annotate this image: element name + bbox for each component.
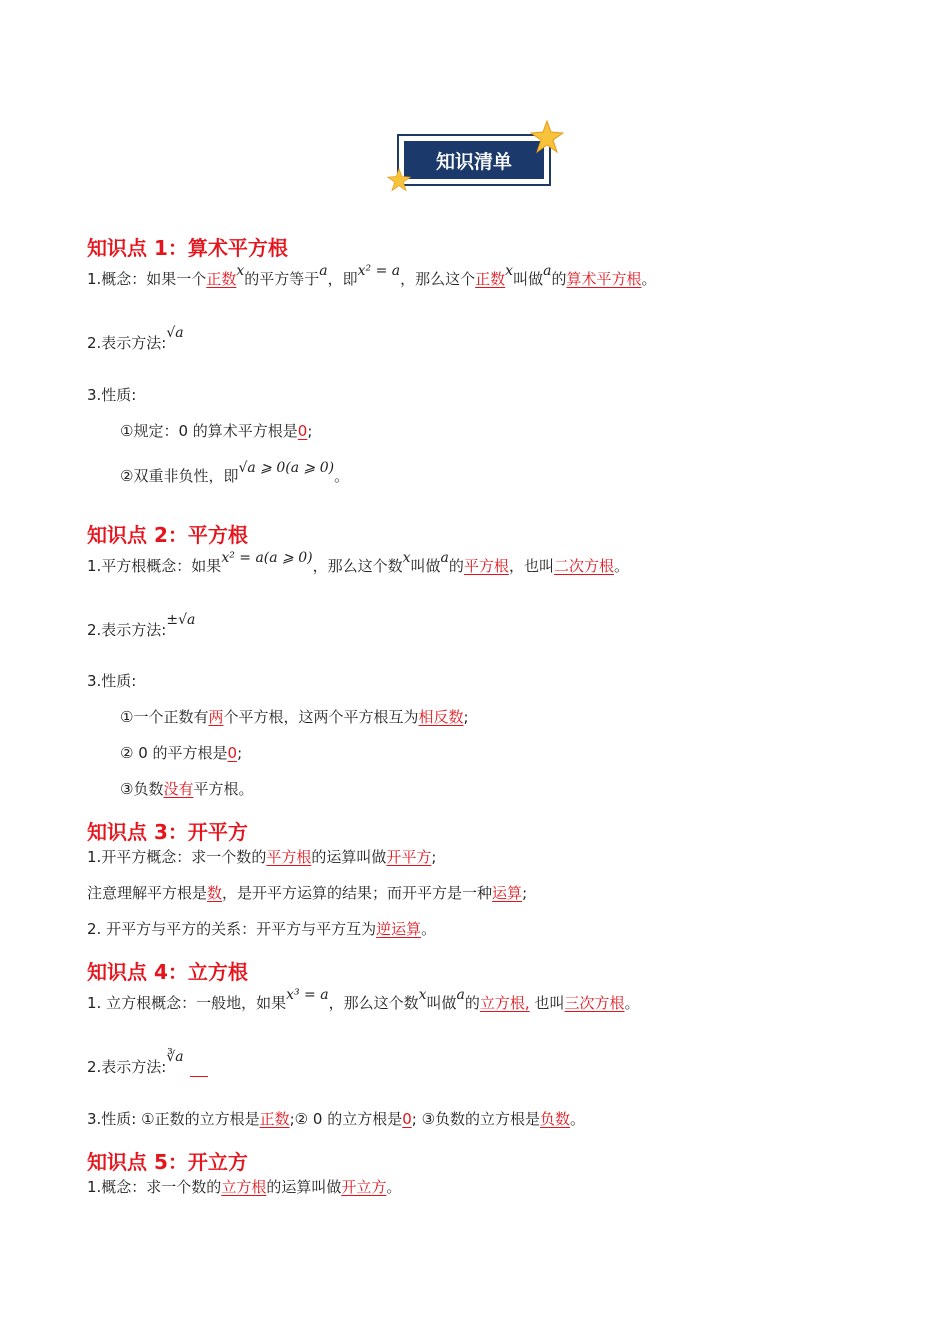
math-equation: x² = a xyxy=(357,263,401,279)
text: 的 xyxy=(551,270,567,288)
text: 2. 开平方与平方的关系：开平方与平方互为 xyxy=(87,920,377,938)
math-equation: x² = a(a ⩾ 0) xyxy=(221,550,313,566)
answer-text: 三次方根 xyxy=(564,994,625,1012)
answer-text: 开平方 xyxy=(386,848,432,866)
text: 的运算叫做 xyxy=(311,848,387,866)
banner-title: 知识清单 xyxy=(404,141,544,179)
text: ①一个正数有 xyxy=(120,708,209,726)
text: 2.表示方法: xyxy=(87,334,167,352)
s2-concept-line xyxy=(87,550,629,576)
text: 的平方等于 xyxy=(244,270,320,288)
answer-text: 两 xyxy=(208,708,224,726)
answer-text: 0 xyxy=(402,1110,412,1128)
text: 的 xyxy=(448,557,464,575)
s1-property-1 xyxy=(120,420,312,441)
answer-text: 算术平方根 xyxy=(566,270,642,288)
answer-text: 相反数 xyxy=(418,708,464,726)
s1-concept-line xyxy=(87,263,657,289)
banner-frame xyxy=(397,134,551,186)
text: 叫做 xyxy=(426,994,457,1012)
text: 。 xyxy=(624,994,640,1012)
math-var: a xyxy=(440,550,449,566)
text: ; ③负数的立方根是 xyxy=(411,1110,541,1128)
text: ，那么这个数 xyxy=(312,557,403,575)
text: ，那么这个数 xyxy=(328,994,419,1012)
s1-notation-line xyxy=(87,325,184,353)
math-var: x xyxy=(505,263,514,279)
text: 。 xyxy=(334,467,350,485)
text: 也叫 xyxy=(529,994,565,1012)
answer-text: 没有 xyxy=(163,780,194,798)
text: ; xyxy=(463,708,469,726)
answer-text: 运算 xyxy=(492,884,523,902)
s3-relation-line xyxy=(87,918,436,939)
s2-property-1 xyxy=(120,706,469,727)
answer-text: 立方根, xyxy=(479,994,530,1012)
math-var: x xyxy=(402,550,411,566)
section-heading-5: 知识点 5：开立方 xyxy=(87,1150,248,1174)
section-heading-3: 知识点 3：开平方 xyxy=(87,820,248,844)
s1-property-title: 3.性质: xyxy=(87,386,137,404)
math-expression: ∛a xyxy=(166,1049,184,1065)
text: 3.性质: ①正数的立方根是 xyxy=(87,1110,260,1128)
text: ，是开平方运算的结果；而开平方是一种 xyxy=(222,884,493,902)
math-var: a xyxy=(543,263,552,279)
text: 注意理解平方根是 xyxy=(87,884,208,902)
math-expression: √a xyxy=(166,325,184,341)
answer-text: 逆运算 xyxy=(376,920,422,938)
text: 。 xyxy=(421,920,437,938)
text: 1.概念：求一个数的 xyxy=(87,1178,222,1196)
s5-concept-line xyxy=(87,1176,401,1197)
text: ，即 xyxy=(327,270,358,288)
text: 2.表示方法: xyxy=(87,621,167,639)
section-heading-1: 知识点 1：算术平方根 xyxy=(87,236,288,260)
text: ②双重非负性，即 xyxy=(120,467,239,485)
answer-text: 平方根 xyxy=(266,848,312,866)
s4-concept-line xyxy=(87,987,640,1013)
s2-property-title: 3.性质: xyxy=(87,672,137,690)
text: ①规定：0 的算术平方根是 xyxy=(120,422,298,440)
s4-property-line xyxy=(87,1108,585,1129)
s1-property-2 xyxy=(120,460,350,486)
answer-text: 正数 xyxy=(259,1110,290,1128)
math-var: a xyxy=(456,987,465,1003)
answer-text: 负数 xyxy=(540,1110,571,1128)
text: ③负数 xyxy=(120,780,164,798)
text: ; xyxy=(431,848,437,866)
s2-property-2 xyxy=(120,742,242,763)
text: 2.表示方法: xyxy=(87,1058,167,1076)
answer-text: 0 xyxy=(227,744,238,762)
text: 叫做 xyxy=(410,557,441,575)
text: ; xyxy=(237,744,243,762)
math-expression: ±√a xyxy=(166,612,196,628)
text: 。 xyxy=(641,270,657,288)
answer-text: 正数 xyxy=(206,270,237,288)
answer-text: 数 xyxy=(207,884,223,902)
text: 叫做 xyxy=(513,270,544,288)
answer-text: 开立方 xyxy=(341,1178,387,1196)
s3-note-line xyxy=(87,882,527,903)
text: 个平方根，这两个平方根互为 xyxy=(223,708,419,726)
math-var: a xyxy=(319,263,328,279)
text: 平方根。 xyxy=(193,780,254,798)
math-equation: x³ = a xyxy=(286,987,329,1003)
math-var: x xyxy=(236,263,245,279)
text: 的运算叫做 xyxy=(266,1178,342,1196)
section-heading-4: 知识点 4：立方根 xyxy=(87,960,248,984)
text: 。 xyxy=(613,557,629,575)
answer-blank xyxy=(190,1066,208,1077)
text: ，也叫 xyxy=(508,557,554,575)
s2-notation-line xyxy=(87,612,196,640)
text: ② 0 的平方根是 xyxy=(120,744,228,762)
text: 1.概念：如果一个 xyxy=(87,270,207,288)
text: 1.开平方概念：求一个数的 xyxy=(87,848,267,866)
star-icon xyxy=(387,168,411,192)
section-heading-2: 知识点 2：平方根 xyxy=(87,523,248,547)
answer-text: 平方根 xyxy=(463,557,509,575)
math-expression: √a ⩾ 0(a ⩾ 0) xyxy=(238,460,335,476)
text: 的 xyxy=(464,994,480,1012)
text: ; xyxy=(307,422,313,440)
text: 。 xyxy=(570,1110,586,1128)
s3-concept-line xyxy=(87,846,436,867)
answer-text: 立方根 xyxy=(221,1178,267,1196)
text: 1.平方根概念：如果 xyxy=(87,557,222,575)
answer-text: 正数 xyxy=(475,270,506,288)
answer-text: 0 xyxy=(297,422,308,440)
s4-notation-line xyxy=(87,1049,208,1077)
text: ;② 0 的立方根是 xyxy=(289,1110,403,1128)
text: ; xyxy=(522,884,528,902)
text: 1. 立方根概念：一般地，如果 xyxy=(87,994,287,1012)
star-icon xyxy=(530,120,564,154)
text: 。 xyxy=(386,1178,402,1196)
text: ，那么这个 xyxy=(400,270,476,288)
math-var: x xyxy=(418,987,427,1003)
answer-text: 二次方根 xyxy=(553,557,614,575)
s2-property-3 xyxy=(120,778,253,799)
